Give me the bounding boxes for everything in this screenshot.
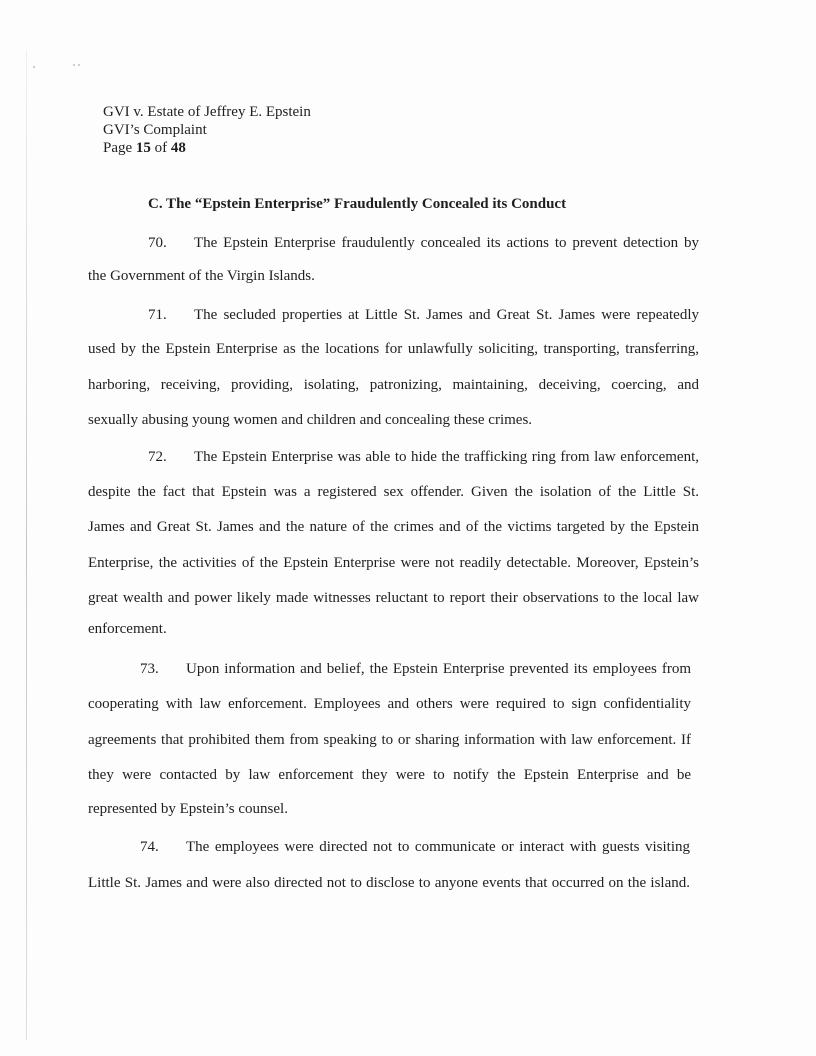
paragraph-line: used by the Epstein Enterprise as the locations for unlawfully soliciting, transporting, transferring, [88, 341, 699, 357]
paragraph-line: 73. Upon information and belief, the Epstein Enterprise prevented its employees from [140, 661, 691, 677]
paragraph-number: 74. [140, 839, 159, 855]
paragraph-number: 71. [148, 307, 167, 323]
section-heading: C. The “Epstein Enterprise” Fraudulently Concealed its Conduct [148, 196, 567, 212]
paragraph-line: cooperating with law enforcement. Employees and others were required to sign confidentiality [88, 696, 691, 712]
scan-speck [33, 66, 35, 68]
paragraph-line: 72. The Epstein Enterprise was able to hide the trafficking ring from law enforcement, [148, 449, 699, 465]
paragraph-line: they were contacted by law enforcement they were to notify the Epstein Enterprise and be [88, 767, 691, 783]
page-number: Page 15 of 48 [103, 140, 186, 156]
paragraph-line: great wealth and power likely made witnesses reluctant to report their observations to the local law [88, 590, 699, 606]
paragraph-line: James and Great St. James and the nature of the crimes and of the victims targeted by the Epstein [88, 519, 699, 535]
paragraph-line: agreements that prohibited them from speaking to or sharing information with law enforcement. If [88, 732, 691, 748]
case-title: GVI v. Estate of Jeffrey E. Epstein [103, 104, 311, 120]
document-name: GVI’s Complaint [103, 122, 207, 138]
paragraph-number: 70. [148, 235, 167, 251]
paragraph-line: sexually abusing young women and children and concealing these crimes. [88, 412, 533, 428]
paragraph-number: 72. [148, 449, 167, 465]
paragraph-line: 70. The Epstein Enterprise fraudulently concealed its actions to prevent detection by [148, 235, 699, 251]
paragraph-line: the Government of the Virgin Islands. [88, 268, 315, 284]
paragraph-line: Enterprise, the activities of the Epstein Enterprise were not readily detectable. Moreover, Epstein’s [88, 555, 699, 571]
scan-speck [73, 64, 75, 66]
paragraph-line: despite the fact that Epstein was a registered sex offender. Given the isolation of the Little St. [88, 484, 699, 500]
scan-speck [78, 64, 80, 66]
paragraph-line: 71. The secluded properties at Little St. James and Great St. James were repeatedly [148, 307, 699, 323]
page-header [103, 103, 311, 157]
paragraph-line: represented by Epstein’s counsel. [88, 801, 288, 817]
scan-binding-edge [26, 50, 27, 1040]
paragraph-number: 73. [140, 661, 159, 677]
paragraph-line: harboring, receiving, providing, isolating, patronizing, maintaining, deceiving, coercing, and [88, 377, 699, 393]
paragraph-line: enforcement. [88, 621, 167, 637]
paragraph-line: 74. The employees were directed not to communicate or interact with guests visiting [140, 839, 690, 855]
paragraph-line: Little St. James and were also directed not to disclose to anyone events that occurred on the island. [88, 875, 690, 891]
